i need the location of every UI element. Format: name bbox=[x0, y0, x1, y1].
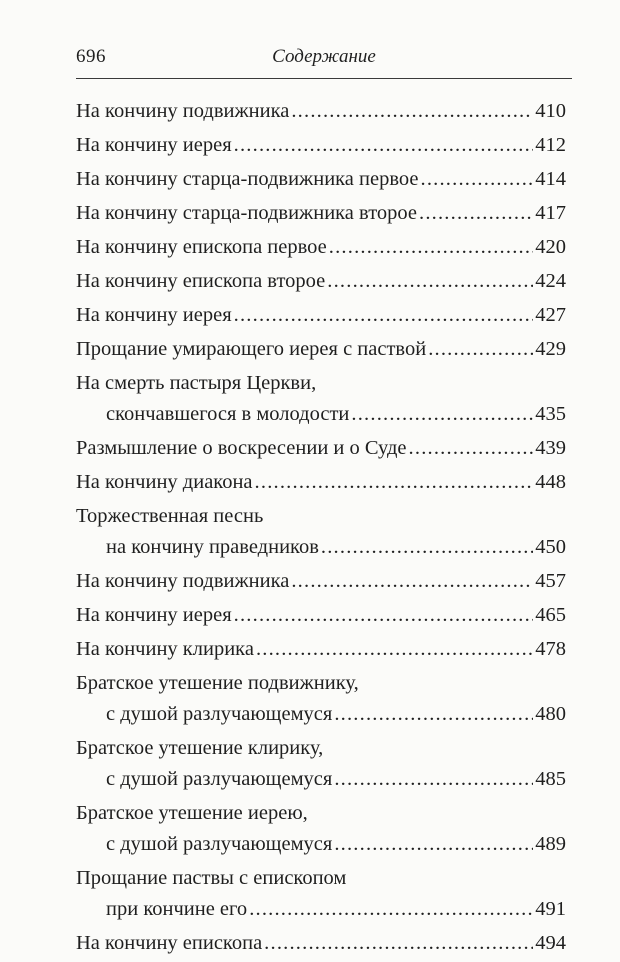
dot-leader bbox=[409, 433, 534, 464]
dot-leader bbox=[329, 232, 533, 263]
toc-entry-line bbox=[76, 433, 566, 464]
toc-entry-title: На кончину подвижника bbox=[76, 100, 290, 122]
toc-entry-line bbox=[76, 600, 566, 631]
toc-entry bbox=[76, 232, 566, 263]
dot-leader bbox=[421, 164, 534, 195]
toc-entry-continuation-line bbox=[76, 399, 566, 430]
toc-entry bbox=[76, 96, 566, 127]
toc-entry-page-number: 485 bbox=[535, 768, 566, 790]
toc-entry bbox=[76, 130, 566, 161]
toc-entry bbox=[76, 433, 566, 464]
toc-entry-page-number: 480 bbox=[535, 703, 566, 725]
toc-entry-line bbox=[76, 164, 566, 195]
toc-entry-title: Прощание паствы с епископом bbox=[76, 867, 347, 889]
toc-entry bbox=[76, 668, 566, 730]
toc-entry-continuation-line bbox=[76, 764, 566, 795]
toc-entry-page-number: 450 bbox=[535, 536, 566, 558]
toc-entry-line bbox=[76, 130, 566, 161]
dot-leader bbox=[334, 764, 533, 795]
toc-entry bbox=[76, 368, 566, 430]
toc-entry bbox=[76, 266, 566, 297]
toc-entry-title: Размышление о воскресении и о Суде bbox=[76, 437, 407, 459]
dot-leader bbox=[327, 266, 533, 297]
toc-entry-line bbox=[76, 334, 566, 365]
toc-entry bbox=[76, 164, 566, 195]
toc-entry-title: с душой разлучающемуся bbox=[106, 768, 333, 790]
toc-entry-page-number: 465 bbox=[535, 604, 566, 626]
table-of-contents bbox=[76, 96, 566, 962]
toc-entry-title: при кончине его bbox=[106, 898, 248, 920]
toc-entry bbox=[76, 198, 566, 229]
toc-entry-title: На кончину епископа второе bbox=[76, 270, 326, 292]
toc-entry-continuation-line bbox=[76, 894, 566, 925]
toc-entry-line bbox=[76, 668, 566, 699]
page-number: 696 bbox=[76, 46, 106, 67]
toc-entry-line bbox=[76, 863, 566, 894]
toc-entry-title: Прощание умирающего иерея с паствой bbox=[76, 338, 427, 360]
toc-entry-page-number: 429 bbox=[535, 338, 566, 360]
toc-entry-page-number: 420 bbox=[535, 236, 566, 258]
dot-leader bbox=[428, 334, 533, 365]
toc-entry-line bbox=[76, 198, 566, 229]
toc-entry-title: Братское утешение иерею, bbox=[76, 802, 308, 824]
dot-leader bbox=[255, 467, 534, 498]
toc-entry-title: Торжественная песнь bbox=[76, 505, 264, 527]
toc-entry-line bbox=[76, 798, 566, 829]
dot-leader bbox=[234, 300, 534, 331]
toc-entry bbox=[76, 600, 566, 631]
dot-leader bbox=[234, 130, 534, 161]
dot-leader bbox=[351, 399, 533, 430]
toc-entry-continuation-line bbox=[76, 699, 566, 730]
toc-entry bbox=[76, 634, 566, 665]
toc-entry bbox=[76, 733, 566, 795]
toc-entry-page-number: 489 bbox=[535, 833, 566, 855]
toc-entry-line bbox=[76, 467, 566, 498]
toc-entry-page-number: 427 bbox=[535, 304, 566, 326]
toc-entry-line bbox=[76, 96, 566, 127]
toc-entry-page-number: 414 bbox=[535, 168, 566, 190]
toc-entry bbox=[76, 863, 566, 925]
toc-entry bbox=[76, 300, 566, 331]
toc-entry-title: На кончину епископа bbox=[76, 932, 263, 954]
dot-leader bbox=[256, 634, 533, 665]
toc-entry-page-number: 457 bbox=[535, 570, 566, 592]
toc-entry-page-number: 478 bbox=[535, 638, 566, 660]
toc-entry bbox=[76, 334, 566, 365]
toc-entry bbox=[76, 928, 566, 959]
toc-entry-title: Братское утешение клирику, bbox=[76, 737, 324, 759]
toc-entry-line bbox=[76, 928, 566, 959]
dot-leader bbox=[234, 600, 534, 631]
toc-entry-line bbox=[76, 501, 566, 532]
dot-leader bbox=[249, 894, 533, 925]
dot-leader bbox=[291, 96, 533, 127]
toc-entry bbox=[76, 501, 566, 563]
toc-entry-page-number: 435 bbox=[535, 403, 566, 425]
toc-entry-title: На кончину старца-подвижника первое bbox=[76, 168, 419, 190]
toc-entry-title: На кончину клирика bbox=[76, 638, 254, 660]
toc-entry-title: с душой разлучающемуся bbox=[106, 833, 333, 855]
toc-entry-line bbox=[76, 733, 566, 764]
toc-entry-title: На кончину диакона bbox=[76, 471, 253, 493]
toc-entry-line bbox=[76, 368, 566, 399]
toc-entry-title: На кончину иерея bbox=[76, 604, 232, 626]
toc-entry-continuation-line bbox=[76, 829, 566, 860]
page-header bbox=[76, 38, 572, 79]
toc-entry-page-number: 494 bbox=[535, 932, 566, 954]
dot-leader bbox=[334, 829, 533, 860]
toc-entry-title: Братское утешение подвижнику, bbox=[76, 672, 359, 694]
toc-entry-title: На кончину иерея bbox=[76, 304, 232, 326]
toc-entry-title: На кончину иерея bbox=[76, 134, 232, 156]
toc-entry-line bbox=[76, 266, 566, 297]
toc-entry-page-number: 448 bbox=[535, 471, 566, 493]
toc-entry bbox=[76, 467, 566, 498]
toc-entry-page-number: 424 bbox=[535, 270, 566, 292]
toc-entry-page-number: 439 bbox=[535, 437, 566, 459]
toc-entry bbox=[76, 798, 566, 860]
toc-entry-page-number: 417 bbox=[535, 202, 566, 224]
dot-leader bbox=[334, 699, 533, 730]
toc-entry-line bbox=[76, 634, 566, 665]
toc-entry-title: с душой разлучающемуся bbox=[106, 703, 333, 725]
toc-entry-title: скончавшегося в молодости bbox=[106, 403, 350, 425]
toc-entry-line bbox=[76, 232, 566, 263]
toc-entry-page-number: 410 bbox=[535, 100, 566, 122]
toc-entry-title: На смерть пастыря Церкви, bbox=[76, 372, 317, 394]
toc-entry-page-number: 412 bbox=[535, 134, 566, 156]
toc-entry-title: на кончину праведников bbox=[106, 536, 319, 558]
dot-leader bbox=[419, 198, 533, 229]
running-title: Содержание bbox=[272, 46, 376, 67]
toc-entry-title: На кончину старца-подвижника второе bbox=[76, 202, 417, 224]
dot-leader bbox=[291, 566, 533, 597]
dot-leader bbox=[321, 532, 533, 563]
toc-entry-line bbox=[76, 566, 566, 597]
toc-entry-title: На кончину подвижника bbox=[76, 570, 290, 592]
dot-leader bbox=[264, 928, 533, 959]
toc-entry-continuation-line bbox=[76, 532, 566, 563]
toc-entry bbox=[76, 566, 566, 597]
toc-entry-title: На кончину епископа первое bbox=[76, 236, 327, 258]
toc-entry-page-number: 491 bbox=[535, 898, 566, 920]
toc-entry-line bbox=[76, 300, 566, 331]
